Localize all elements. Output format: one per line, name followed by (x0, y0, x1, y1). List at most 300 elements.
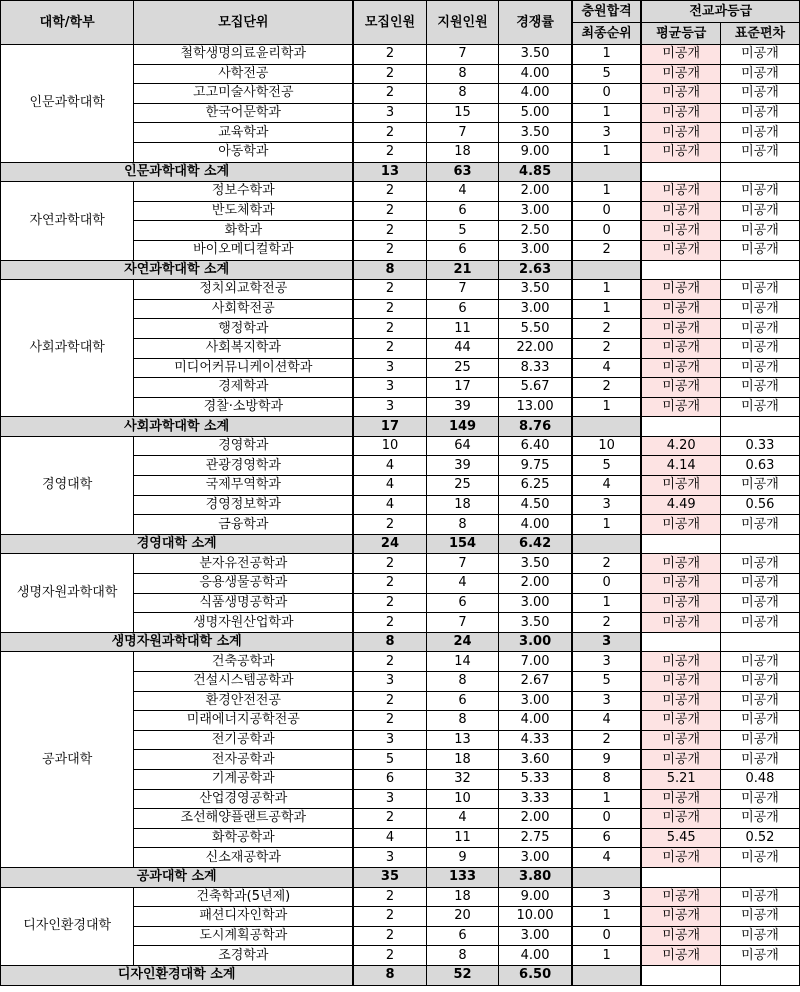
subtotal-label: 자연과학대학 소계 (1, 260, 354, 280)
rank-cell: 3 (572, 887, 642, 907)
subtotal-row (1, 534, 800, 554)
subtotal-std-dev-empty (720, 417, 799, 437)
std-dev-cell: 미공개 (720, 789, 799, 809)
rank-cell: 0 (572, 84, 642, 104)
quota-cell: 3 (353, 103, 426, 123)
subtotal-rank (572, 534, 642, 554)
ratio-cell: 4.00 (499, 515, 572, 535)
applicants-cell: 8 (426, 84, 499, 104)
applicants-cell: 6 (426, 299, 499, 319)
applicants-cell: 6 (426, 201, 499, 221)
subtotal-applicants: 24 (426, 632, 499, 652)
subtotal-quota: 8 (353, 260, 426, 280)
ratio-cell: 3.50 (499, 280, 572, 300)
std-dev-cell: 미공개 (720, 476, 799, 496)
avg-grade-cell: 미공개 (641, 554, 720, 574)
dept-name: 조선해양플랜트공학과 (134, 809, 353, 829)
rank-cell: 5 (572, 672, 642, 692)
ratio-cell: 2.50 (499, 221, 572, 241)
rank-cell: 1 (572, 280, 642, 300)
applicants-cell: 7 (426, 554, 499, 574)
quota-cell: 4 (353, 456, 426, 476)
ratio-cell: 10.00 (499, 907, 572, 927)
header-rank-bottom: 최종순위 (572, 23, 642, 45)
applicants-cell: 4 (426, 182, 499, 202)
table-row (1, 554, 800, 574)
applicants-cell: 7 (426, 123, 499, 143)
header-applicants: 지원인원 (426, 1, 499, 45)
quota-cell: 2 (353, 280, 426, 300)
ratio-cell: 22.00 (499, 338, 572, 358)
quota-cell: 6 (353, 769, 426, 789)
quota-cell: 2 (353, 946, 426, 966)
subtotal-rank (572, 162, 642, 182)
college-name: 인문과학대학 (1, 45, 134, 163)
avg-grade-cell: 미공개 (641, 64, 720, 84)
subtotal-std-dev-empty (720, 965, 799, 985)
avg-grade-cell: 미공개 (641, 221, 720, 241)
applicants-cell: 64 (426, 436, 499, 456)
ratio-cell: 4.00 (499, 711, 572, 731)
quota-cell: 3 (353, 848, 426, 868)
ratio-cell: 2.00 (499, 574, 572, 594)
ratio-cell: 9.00 (499, 887, 572, 907)
dept-name: 사회학전공 (134, 299, 353, 319)
rank-cell: 2 (572, 338, 642, 358)
subtotal-label: 디자인환경대학 소계 (1, 965, 354, 985)
applicants-cell: 8 (426, 64, 499, 84)
std-dev-cell: 0.33 (720, 436, 799, 456)
ratio-cell: 3.00 (499, 926, 572, 946)
rank-cell: 2 (572, 554, 642, 574)
subtotal-applicants: 154 (426, 534, 499, 554)
quota-cell: 2 (353, 809, 426, 829)
avg-grade-cell: 미공개 (641, 84, 720, 104)
subtotal-ratio: 3.00 (499, 632, 572, 652)
college-name: 사회과학대학 (1, 280, 134, 417)
avg-grade-cell: 미공개 (641, 515, 720, 535)
quota-cell: 3 (353, 672, 426, 692)
quota-cell: 2 (353, 554, 426, 574)
std-dev-cell: 미공개 (720, 358, 799, 378)
ratio-cell: 6.40 (499, 436, 572, 456)
header-quota: 모집인원 (353, 1, 426, 45)
quota-cell: 2 (353, 240, 426, 260)
avg-grade-cell: 미공개 (641, 750, 720, 770)
dept-name: 경영학과 (134, 436, 353, 456)
dept-name: 환경안전전공 (134, 691, 353, 711)
subtotal-avg-grade-empty (641, 162, 720, 182)
ratio-cell: 3.50 (499, 45, 572, 65)
dept-name: 전자공학과 (134, 750, 353, 770)
dept-name: 신소재공학과 (134, 848, 353, 868)
rank-cell: 0 (572, 926, 642, 946)
avg-grade-cell: 미공개 (641, 574, 720, 594)
ratio-cell: 6.25 (499, 476, 572, 496)
rank-cell: 10 (572, 436, 642, 456)
table-row (1, 652, 800, 672)
rank-cell: 1 (572, 907, 642, 927)
avg-grade-cell: 미공개 (641, 672, 720, 692)
std-dev-cell: 미공개 (720, 848, 799, 868)
quota-cell: 4 (353, 495, 426, 515)
avg-grade-cell: 4.49 (641, 495, 720, 515)
rank-cell: 9 (572, 750, 642, 770)
subtotal-row (1, 260, 800, 280)
avg-grade-cell: 미공개 (641, 593, 720, 613)
applicants-cell: 8 (426, 946, 499, 966)
avg-grade-cell: 미공개 (641, 182, 720, 202)
ratio-cell: 5.67 (499, 378, 572, 398)
quota-cell: 4 (353, 828, 426, 848)
subtotal-label: 인문과학대학 소계 (1, 162, 354, 182)
subtotal-quota: 24 (353, 534, 426, 554)
quota-cell: 3 (353, 789, 426, 809)
subtotal-applicants: 149 (426, 417, 499, 437)
table-body (1, 45, 800, 986)
header-std-dev: 표준편차 (720, 23, 799, 45)
ratio-cell: 4.00 (499, 64, 572, 84)
std-dev-cell: 미공개 (720, 299, 799, 319)
table-row (1, 45, 800, 65)
quota-cell: 3 (353, 397, 426, 417)
rank-cell: 0 (572, 574, 642, 594)
dept-name: 사학전공 (134, 64, 353, 84)
std-dev-cell: 미공개 (720, 730, 799, 750)
subtotal-std-dev-empty (720, 534, 799, 554)
rank-cell: 5 (572, 456, 642, 476)
rank-cell: 2 (572, 378, 642, 398)
subtotal-avg-grade-empty (641, 260, 720, 280)
header-college: 대학/학부 (1, 1, 134, 45)
applicants-cell: 17 (426, 378, 499, 398)
rank-cell: 2 (572, 240, 642, 260)
std-dev-cell: 미공개 (720, 926, 799, 946)
college-name: 자연과학대학 (1, 182, 134, 260)
quota-cell: 2 (353, 711, 426, 731)
ratio-cell: 9.00 (499, 142, 572, 162)
avg-grade-cell: 미공개 (641, 907, 720, 927)
applicants-cell: 25 (426, 476, 499, 496)
quota-cell: 2 (353, 652, 426, 672)
applicants-cell: 18 (426, 750, 499, 770)
applicants-cell: 15 (426, 103, 499, 123)
std-dev-cell: 미공개 (720, 84, 799, 104)
avg-grade-cell: 미공개 (641, 123, 720, 143)
rank-cell: 3 (572, 123, 642, 143)
quota-cell: 2 (353, 84, 426, 104)
std-dev-cell: 미공개 (720, 887, 799, 907)
std-dev-cell: 미공개 (720, 378, 799, 398)
applicants-cell: 7 (426, 613, 499, 633)
subtotal-label: 경영대학 소계 (1, 534, 354, 554)
rank-cell: 1 (572, 142, 642, 162)
dept-name: 응용생물공학과 (134, 574, 353, 594)
std-dev-cell: 미공개 (720, 652, 799, 672)
std-dev-cell: 미공개 (720, 338, 799, 358)
ratio-cell: 8.33 (499, 358, 572, 378)
rank-cell: 6 (572, 828, 642, 848)
subtotal-applicants: 63 (426, 162, 499, 182)
avg-grade-cell: 미공개 (641, 476, 720, 496)
subtotal-label: 공과대학 소계 (1, 867, 354, 887)
applicants-cell: 25 (426, 358, 499, 378)
std-dev-cell: 미공개 (720, 554, 799, 574)
ratio-cell: 7.00 (499, 652, 572, 672)
quota-cell: 2 (353, 182, 426, 202)
rank-cell: 1 (572, 45, 642, 65)
applicants-cell: 39 (426, 397, 499, 417)
dept-name: 정보수학과 (134, 182, 353, 202)
dept-name: 건설시스템공학과 (134, 672, 353, 692)
avg-grade-cell: 미공개 (641, 358, 720, 378)
avg-grade-cell: 미공개 (641, 887, 720, 907)
dept-name: 도시계획공학과 (134, 926, 353, 946)
dept-name: 정치외교학전공 (134, 280, 353, 300)
applicants-cell: 20 (426, 907, 499, 927)
std-dev-cell: 미공개 (720, 142, 799, 162)
subtotal-label: 사회과학대학 소계 (1, 417, 354, 437)
quota-cell: 2 (353, 926, 426, 946)
avg-grade-cell: 미공개 (641, 613, 720, 633)
table-header (1, 1, 800, 45)
table-row (1, 280, 800, 300)
quota-cell: 2 (353, 221, 426, 241)
dept-name: 금융학과 (134, 515, 353, 535)
avg-grade-cell: 미공개 (641, 730, 720, 750)
rank-cell: 2 (572, 613, 642, 633)
quota-cell: 4 (353, 476, 426, 496)
avg-grade-cell: 미공개 (641, 711, 720, 731)
std-dev-cell: 미공개 (720, 907, 799, 927)
dept-name: 경영정보학과 (134, 495, 353, 515)
applicants-cell: 4 (426, 809, 499, 829)
subtotal-avg-grade-empty (641, 632, 720, 652)
quota-cell: 2 (353, 319, 426, 339)
dept-name: 고고미술사학전공 (134, 84, 353, 104)
dept-name: 국제무역학과 (134, 476, 353, 496)
rank-cell: 1 (572, 103, 642, 123)
applicants-cell: 8 (426, 672, 499, 692)
ratio-cell: 2.00 (499, 182, 572, 202)
applicants-cell: 9 (426, 848, 499, 868)
rank-cell: 1 (572, 515, 642, 535)
subtotal-row (1, 867, 800, 887)
dept-name: 화학공학과 (134, 828, 353, 848)
avg-grade-cell: 미공개 (641, 240, 720, 260)
header-ratio: 경쟁률 (499, 1, 572, 45)
subtotal-ratio: 8.76 (499, 417, 572, 437)
subtotal-std-dev-empty (720, 632, 799, 652)
ratio-cell: 9.75 (499, 456, 572, 476)
dept-name: 건축학과(5년제) (134, 887, 353, 907)
rank-cell: 1 (572, 946, 642, 966)
subtotal-row (1, 162, 800, 182)
avg-grade-cell: 미공개 (641, 848, 720, 868)
applicants-cell: 8 (426, 515, 499, 535)
std-dev-cell: 미공개 (720, 201, 799, 221)
dept-name: 건축공학과 (134, 652, 353, 672)
ratio-cell: 13.00 (499, 397, 572, 417)
rank-cell: 4 (572, 358, 642, 378)
rank-cell: 3 (572, 495, 642, 515)
std-dev-cell: 미공개 (720, 221, 799, 241)
ratio-cell: 4.00 (499, 84, 572, 104)
applicants-cell: 4 (426, 574, 499, 594)
std-dev-cell: 미공개 (720, 182, 799, 202)
college-name: 생명자원과학대학 (1, 554, 134, 632)
avg-grade-cell: 미공개 (641, 809, 720, 829)
header-grade-group: 전교과등급 (641, 1, 799, 23)
avg-grade-cell: 미공개 (641, 926, 720, 946)
std-dev-cell: 미공개 (720, 750, 799, 770)
subtotal-rank (572, 867, 642, 887)
ratio-cell: 3.50 (499, 554, 572, 574)
dept-name: 기계공학과 (134, 769, 353, 789)
subtotal-applicants: 52 (426, 965, 499, 985)
ratio-cell: 2.67 (499, 672, 572, 692)
rank-cell: 2 (572, 730, 642, 750)
rank-cell: 1 (572, 789, 642, 809)
header-dept: 모집단위 (134, 1, 353, 45)
dept-name: 경찰·소방학과 (134, 397, 353, 417)
rank-cell: 0 (572, 221, 642, 241)
dept-name: 관광경영학과 (134, 456, 353, 476)
avg-grade-cell: 미공개 (641, 378, 720, 398)
rank-cell: 4 (572, 711, 642, 731)
ratio-cell: 3.00 (499, 593, 572, 613)
avg-grade-cell: 미공개 (641, 946, 720, 966)
applicants-cell: 6 (426, 593, 499, 613)
std-dev-cell: 미공개 (720, 574, 799, 594)
std-dev-cell: 미공개 (720, 123, 799, 143)
ratio-cell: 3.00 (499, 240, 572, 260)
subtotal-quota: 17 (353, 417, 426, 437)
quota-cell: 2 (353, 64, 426, 84)
college-name: 공과대학 (1, 652, 134, 868)
std-dev-cell: 미공개 (720, 64, 799, 84)
ratio-cell: 3.00 (499, 691, 572, 711)
std-dev-cell: 미공개 (720, 672, 799, 692)
avg-grade-cell: 미공개 (641, 338, 720, 358)
quota-cell: 3 (353, 730, 426, 750)
avg-grade-cell: 미공개 (641, 397, 720, 417)
quota-cell: 2 (353, 142, 426, 162)
rank-cell: 1 (572, 593, 642, 613)
applicants-cell: 7 (426, 45, 499, 65)
quota-cell: 2 (353, 574, 426, 594)
dept-name: 분자유전공학과 (134, 554, 353, 574)
dept-name: 산업경영공학과 (134, 789, 353, 809)
std-dev-cell: 0.56 (720, 495, 799, 515)
college-name: 경영대학 (1, 436, 134, 534)
ratio-cell: 5.50 (499, 319, 572, 339)
std-dev-cell: 미공개 (720, 319, 799, 339)
applicants-cell: 18 (426, 142, 499, 162)
avg-grade-cell: 미공개 (641, 789, 720, 809)
dept-name: 패션디자인학과 (134, 907, 353, 927)
quota-cell: 3 (353, 358, 426, 378)
subtotal-quota: 8 (353, 632, 426, 652)
quota-cell: 2 (353, 593, 426, 613)
ratio-cell: 3.50 (499, 613, 572, 633)
subtotal-rank (572, 260, 642, 280)
subtotal-quota: 8 (353, 965, 426, 985)
avg-grade-cell: 미공개 (641, 103, 720, 123)
subtotal-quota: 35 (353, 867, 426, 887)
avg-grade-cell: 4.14 (641, 456, 720, 476)
quota-cell: 2 (353, 201, 426, 221)
subtotal-std-dev-empty (720, 260, 799, 280)
rank-cell: 1 (572, 182, 642, 202)
subtotal-rank: 3 (572, 632, 642, 652)
std-dev-cell: 미공개 (720, 691, 799, 711)
rank-cell: 3 (572, 652, 642, 672)
applicants-cell: 11 (426, 828, 499, 848)
rank-cell: 2 (572, 319, 642, 339)
avg-grade-cell: 미공개 (641, 142, 720, 162)
std-dev-cell: 미공개 (720, 103, 799, 123)
ratio-cell: 3.50 (499, 123, 572, 143)
subtotal-rank (572, 965, 642, 985)
applicants-cell: 10 (426, 789, 499, 809)
dept-name: 미래에너지공학전공 (134, 711, 353, 731)
ratio-cell: 4.50 (499, 495, 572, 515)
ratio-cell: 4.00 (499, 946, 572, 966)
rank-cell: 0 (572, 201, 642, 221)
subtotal-applicants: 133 (426, 867, 499, 887)
dept-name: 전기공학과 (134, 730, 353, 750)
applicants-cell: 44 (426, 338, 499, 358)
quota-cell: 2 (353, 887, 426, 907)
ratio-cell: 3.00 (499, 848, 572, 868)
dept-name: 반도체학과 (134, 201, 353, 221)
subtotal-row (1, 965, 800, 985)
quota-cell: 2 (353, 123, 426, 143)
rank-cell: 0 (572, 809, 642, 829)
header-rank-top: 충원합격 (572, 1, 642, 23)
subtotal-ratio: 4.85 (499, 162, 572, 182)
quota-cell: 3 (353, 378, 426, 398)
quota-cell: 2 (353, 45, 426, 65)
quota-cell: 10 (353, 436, 426, 456)
quota-cell: 2 (353, 613, 426, 633)
subtotal-applicants: 21 (426, 260, 499, 280)
avg-grade-cell: 미공개 (641, 299, 720, 319)
subtotal-avg-grade-empty (641, 965, 720, 985)
ratio-cell: 3.00 (499, 201, 572, 221)
avg-grade-cell: 미공개 (641, 280, 720, 300)
rank-cell: 4 (572, 848, 642, 868)
table-row (1, 887, 800, 907)
rank-cell: 8 (572, 769, 642, 789)
applicants-cell: 7 (426, 280, 499, 300)
header-avg-grade: 평균등급 (641, 23, 720, 45)
std-dev-cell: 미공개 (720, 613, 799, 633)
applicants-cell: 6 (426, 240, 499, 260)
applicants-cell: 39 (426, 456, 499, 476)
quota-cell: 2 (353, 338, 426, 358)
std-dev-cell: 0.63 (720, 456, 799, 476)
applicants-cell: 18 (426, 887, 499, 907)
avg-grade-cell: 5.21 (641, 769, 720, 789)
subtotal-rank (572, 417, 642, 437)
avg-grade-cell: 미공개 (641, 319, 720, 339)
subtotal-avg-grade-empty (641, 417, 720, 437)
std-dev-cell: 0.48 (720, 769, 799, 789)
rank-cell: 4 (572, 476, 642, 496)
rank-cell: 3 (572, 691, 642, 711)
